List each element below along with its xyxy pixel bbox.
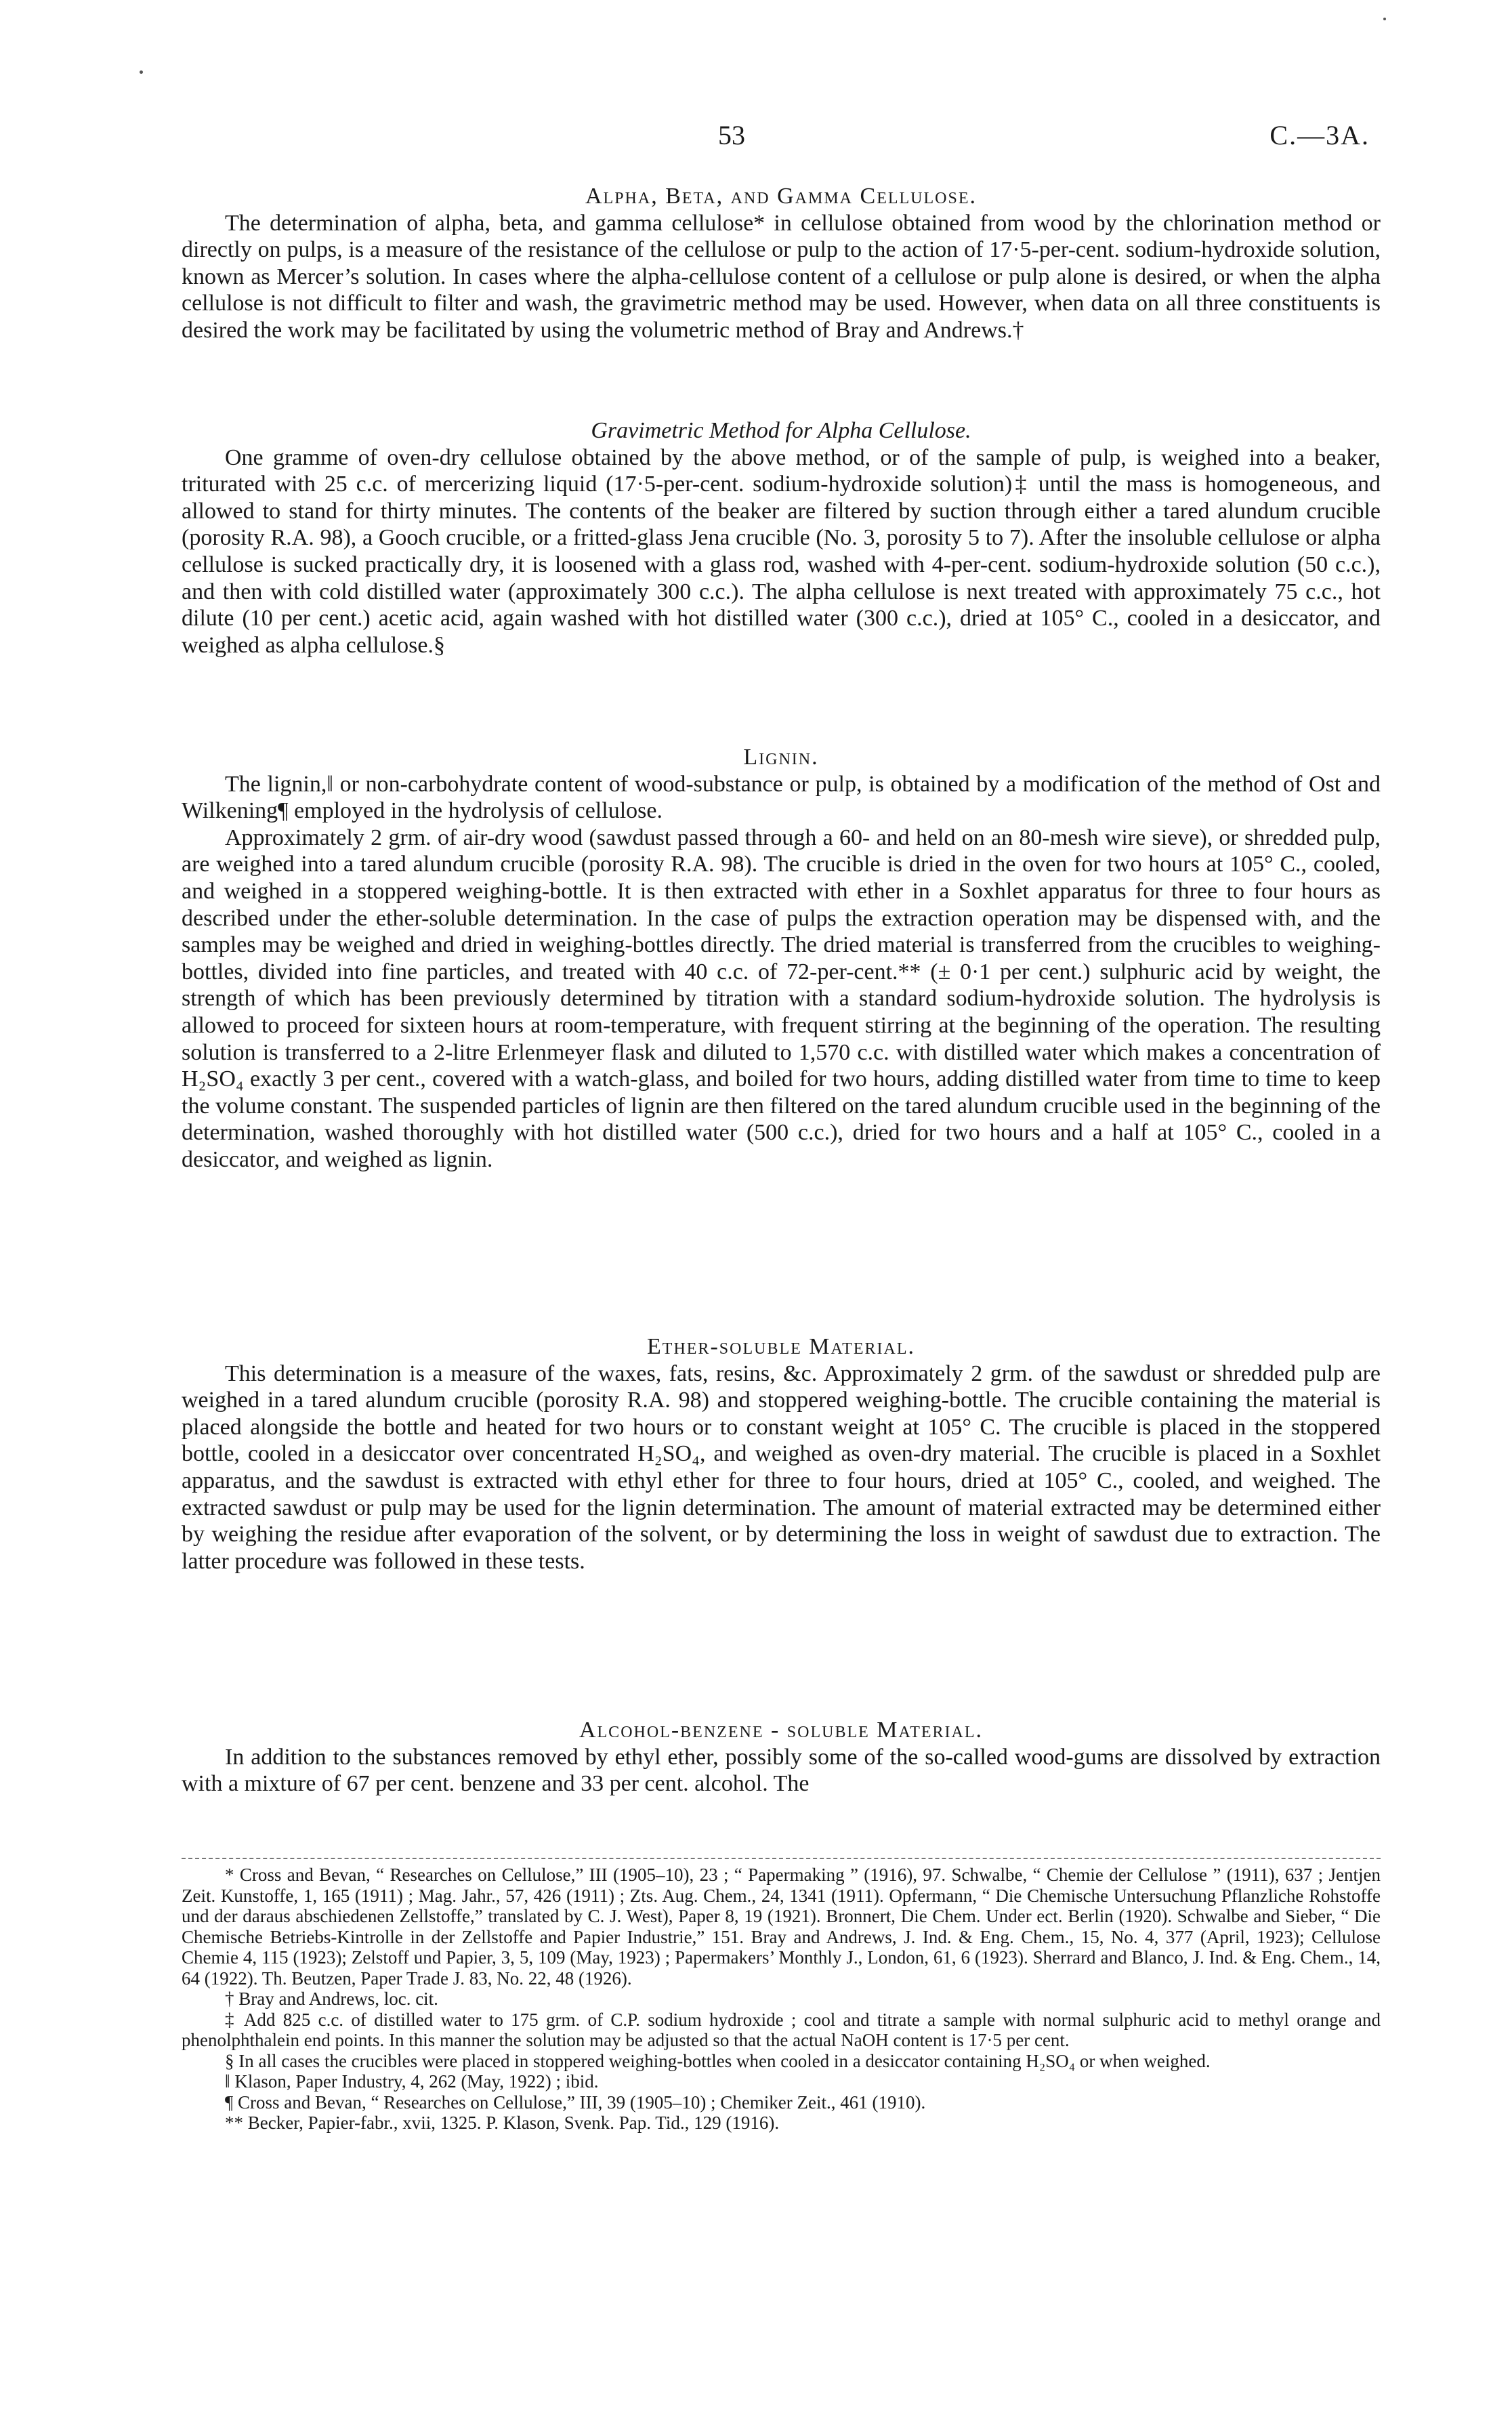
body-paragraph: In addition to the substances removed by ethyl ether, possibly some of the so-called wood-gums are dissolved by extraction with a mixture of 67 per cent. benzene and 33 per cent. alcohol. The	[182, 1744, 1381, 1797]
body-paragraph: The determination of alpha, beta, and gamma cellulose* in cellulose obtained from wood by the chlorination method or directly on pulps, is a measure of the resistance of the cellulose or pulp to the action of 17·5-per-cent. sodium-hydroxide solution, known as Mercer’s solution. In cases where the alpha-cellulose content of a cellulose or pulp alone is desired, or when the alpha cellulose is not difficult to filter and wash, the gravimetric method may be used. However, when data on all three constituents is desired the work may be facilitated by using the volumetric method of Bray and Andrews.†	[182, 210, 1381, 343]
body-paragraph: The lignin,‖ or non-carbohydrate content of wood-substance or pulp, is obtained by a modification of the method of Ost and Wilkening¶ employed in the hydrolysis of cellulose.	[182, 771, 1381, 824]
document-reference: C.—3A.	[1269, 120, 1370, 150]
section-heading: Alcohol-benzene - soluble Material.	[579, 1718, 984, 1743]
footnote: * Cross and Bevan, “ Researches on Cellulose,” III (1905–10), 23 ; “ Papermaking ” (1916), 97. Schwalbe, “ Chemie der Cellulose ” (1911), 637 ; Jentjen Zeit. Kunstoffe, 1, 165 (1911) ; Mag. Jahr., 57, 426 (1911) ; Zts. Aug. Chem., 24, 1341 (1911). Opfermann, “ Die Chemische Untersuchung Pflanzliche Rohstoffe und der daraus abschiedenen Zellstoffe,” translated by C. J. West), Paper 8, 19 (1921). Bronnert, Die Chem. Under ect. Berlin (1920). Schwalbe and Sieber, “ Die Chemische Betriebs-Kintrolle in der Zellstoffe and Papier Industrie,” 151. Bray and Andrews, J. Ind. & Eng. Chem., 15, No. 4, 377 (April, 1923); Cellulose Chemie 4, 115 (1923); Zelstoff und Papier, 3, 5, 109 (May, 1923) ; Papermakers’ Monthly J., London, 61, 6 (1923). Sherrard and Blanco, J. Ind. & Eng. Chem., 14, 64 (1922). Th. Beutzen, Paper Trade J. 83, No. 22, 48 (1926).	[182, 1865, 1381, 1989]
body-paragraph: This determination is a measure of the waxes, fats, resins, &c. Approximately 2 grm. of the sawdust or shredded pulp are weighed in a tared alundum crucible (porosity R.A. 98) and stoppered weighing-bottle. The crucible containing the material is placed alongside the bottle and heated for two hours or to constant weight at 105° C. The crucible is placed in the stoppered bottle, cooled in a desiccator over concentrated H₂SO₄, and weighed as oven-dry material. The crucible is placed in a Soxhlet apparatus, and the sawdust is extracted with ethyl ether for three to four hours, dried at 105° C., cooled, and weighed. The extracted sawdust or pulp may be used for the lignin determination. The amount of material extracted may be determined either by weighing the residue after evaporation of the solvent, or by determining the loss in weight of sawdust due to extraction. The latter procedure was followed in these tests.	[182, 1360, 1381, 1574]
alpha-cellulose-section	[182, 183, 1381, 344]
section-heading: Ether-soluble Material.	[647, 1334, 915, 1359]
gravimetric-method-section	[182, 417, 1381, 659]
footnote: † Bray and Andrews, loc. cit.	[225, 1989, 438, 2009]
footnote: ‡ Add 825 c.c. of distilled water to 175 grm. of C.P. sodium hydroxide ; cool and titrate a sample with normal sulphuric acid to methyl orange and phenolphthalein end points. In this manner the solution may be adjusted so that the actual NaOH content is 17·5 per cent.	[182, 2009, 1381, 2050]
footnote-divider	[182, 1858, 1381, 1859]
scan-speck	[140, 70, 143, 74]
body-paragraph: Approximately 2 grm. of air-dry wood (sawdust passed through a 60- and held on an 80-mesh wire sieve), or shredded pulp, are weighed into a tared alundum crucible (porosity R.A. 98). The crucible is dried in the oven for two hours at 105° C., cooled, and weighed in a stoppered weighing-bottle. It is then extracted with ether in a Soxhlet apparatus for three to four hours as described under the ether-soluble determination. In the case of pulps the extraction operation may be dispensed with, and the samples may be weighed and dried in weighing-bottles directly. The dried material is transferred from the crucibles to weighing-bottles, divided into fine particles, and treated with 40 c.c. of 72-per-cent.** (± 0·1 per cent.) sulphuric acid by weight, the strength of which has been previously determined by titration with a standard sodium-hydroxide solution. The hydrolysis is allowed to proceed for sixteen hours at room-temperature, with frequent stirring at the beginning of the operation. The resulting solution is transferred to a 2-litre Erlenmeyer flask and diluted to 1,570 c.c. with distilled water which makes a concentration of H₂SO₄ exactly 3 per cent., covered with a watch-glass, and boiled for two hours, adding distilled water from time to time to keep the volume constant. The suspended particles of lignin are then filtered on the tared alundum crucible used in the beginning of the determination, washed thoroughly with hot distilled water (500 c.c.), dried for two hours and a half at 105° C., cooled in a desiccator, and weighed as lignin.	[182, 825, 1381, 1172]
footnote: ** Becker, Papier-fabr., xvii, 1325. P. Klason, Svenk. Pap. Tid., 129 (1916).	[225, 2113, 780, 2133]
section-subheading: Gravimetric Method for Alpha Cellulose.	[591, 418, 971, 443]
ether-soluble-section	[182, 1333, 1381, 1575]
footnotes	[182, 1858, 1381, 2134]
footnote: § In all cases the crucibles were placed in stoppered weighing-bottles when cooled in a desiccator containing H₂SO₄ or when weighed.	[225, 2050, 1211, 2071]
scan-speck	[1383, 18, 1386, 20]
section-heading: Alpha, Beta, and Gamma Cellulose.	[585, 184, 978, 209]
section-heading: Lignin.	[743, 745, 819, 770]
body-paragraph: One gramme of oven-dry cellulose obtained by the above method, or of the sample of pulp, is weighed into a beaker, triturated with 25 c.c. of mercerizing liquid (17·5-per-cent. sodium-hydroxide solution)‡ until the mass is homogeneous, and allowed to stand for thirty minutes. The contents of the beaker are filtered by suction through either a tared alundum crucible (porosity R.A. 98), a Gooch crucible, or a fritted-glass Jena crucible (No. 3, porosity 5 to 7). After the insoluble cellulose or alpha cellulose is sucked practically dry, it is loosened with a glass rod, washed with 4-per-cent. sodium-hydroxide solution (50 c.c.), and then with cold distilled water (approximately 300 c.c.). The alpha cellulose is next treated with approximately 75 c.c., hot dilute (10 per cent.) acetic acid, again washed with hot distilled water (300 c.c.), dried at 105° C., cooled in a desiccator, and weighed as alpha cellulose.§	[182, 444, 1381, 658]
alcohol-benzene-section	[182, 1717, 1381, 1797]
lignin-section	[182, 744, 1381, 1173]
footnote: ¶ Cross and Bevan, “ Researches on Cellulose,” III, 39 (1905–10) ; Chemiker Zeit., 461 (1910).	[225, 2092, 926, 2113]
page-number: 53	[718, 120, 745, 150]
footnote: ‖ Klason, Paper Industry, 4, 262 (May, 1922) ; ibid.	[225, 2071, 599, 2092]
